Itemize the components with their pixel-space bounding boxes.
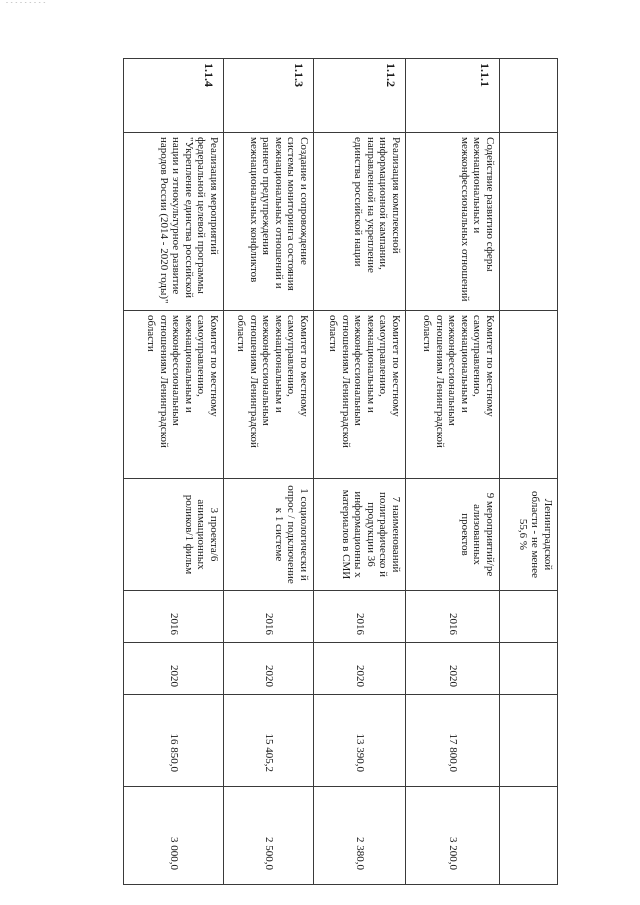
activity-budget-funding: 2 380,0 — [314, 787, 406, 885]
activity-executor: Комитет по местному самоуправлению, межнациональным и межконфессиональным отношениям Ленинградской области — [314, 311, 406, 479]
activity-start-year: 2016 — [406, 591, 500, 643]
program-activities-table — [123, 58, 558, 885]
activity-indicator: 1 социологически й опрос / подключение к 1 системе — [224, 479, 314, 591]
activity-code: 1.1.1 — [406, 59, 500, 133]
activity-start-year — [500, 591, 558, 643]
activity-executor: Комитет по местному самоуправлению, межнациональным и межконфессиональным отношениям Ленинградской области — [406, 311, 500, 479]
activity-total-funding: 15 405,2 — [224, 695, 314, 787]
activity-executor: Комитет по местному самоуправлению, межнациональным и межконфессиональным отношениям Ленинградской области — [224, 311, 314, 479]
table-row — [314, 59, 406, 885]
table-row — [500, 59, 558, 885]
activity-budget-funding: 3 000,0 — [124, 787, 224, 885]
activity-start-year: 2016 — [124, 591, 224, 643]
activity-name: Создание и сопровождение системы мониторинга состояния межнациональных отношений и раннего предупреждения межнациональных конфликтов — [224, 133, 314, 311]
activity-end-year: 2020 — [314, 643, 406, 695]
activity-end-year — [500, 643, 558, 695]
activity-code: 1.1.3 — [224, 59, 314, 133]
activity-indicator: 3 проекта/6 анимационных роликов/1 фильм — [124, 479, 224, 591]
activity-budget-funding: 2 500,0 — [224, 787, 314, 885]
activity-code — [500, 59, 558, 133]
activity-executor — [500, 311, 558, 479]
activity-code: 1.1.2 — [314, 59, 406, 133]
rotated-page — [124, 58, 558, 884]
table-row — [224, 59, 314, 885]
activity-budget-funding — [500, 787, 558, 885]
activity-total-funding: 16 850,0 — [124, 695, 224, 787]
activity-name: Реализация комплексной информационной кампании, направленной на укрепление единства российской нации — [314, 133, 406, 311]
activity-budget-funding: 3 200,0 — [406, 787, 500, 885]
activity-indicator: 9 мероприятий/ре ализованных проектов — [406, 479, 500, 591]
activity-total-funding: 13 390,0 — [314, 695, 406, 787]
activity-start-year: 2016 — [224, 591, 314, 643]
activity-total-funding: 17 800,0 — [406, 695, 500, 787]
table-row — [406, 59, 500, 885]
activity-indicator: 7 наименований полиграфическо й продукции 36 информационны х материалов в СМИ — [314, 479, 406, 591]
activity-end-year: 2020 — [124, 643, 224, 695]
activity-name — [500, 133, 558, 311]
activity-executor: Комитет по местному самоуправлению, межнациональным и межконфессиональным отношениям Ленинградской области — [124, 311, 224, 479]
activity-name: Содействие развитию сферы межнациональных и межконфессиональных отношений — [406, 133, 500, 311]
activity-end-year: 2020 — [406, 643, 500, 695]
activity-total-funding — [500, 695, 558, 787]
page-header-fragment: - - - - - - - - - — [6, 0, 46, 6]
activity-code: 1.1.4 — [124, 59, 224, 133]
activity-end-year: 2020 — [224, 643, 314, 695]
table-row — [124, 59, 224, 885]
activity-start-year: 2016 — [314, 591, 406, 643]
activity-name: Реализация мероприятий федеральной целевой программы "Укрепление единства российской нации и этнокультурное развитие народов России (2014 - 2020 годы)" — [124, 133, 224, 311]
activity-indicator: Ленинградской области - не менее 55,6 % — [500, 479, 558, 591]
